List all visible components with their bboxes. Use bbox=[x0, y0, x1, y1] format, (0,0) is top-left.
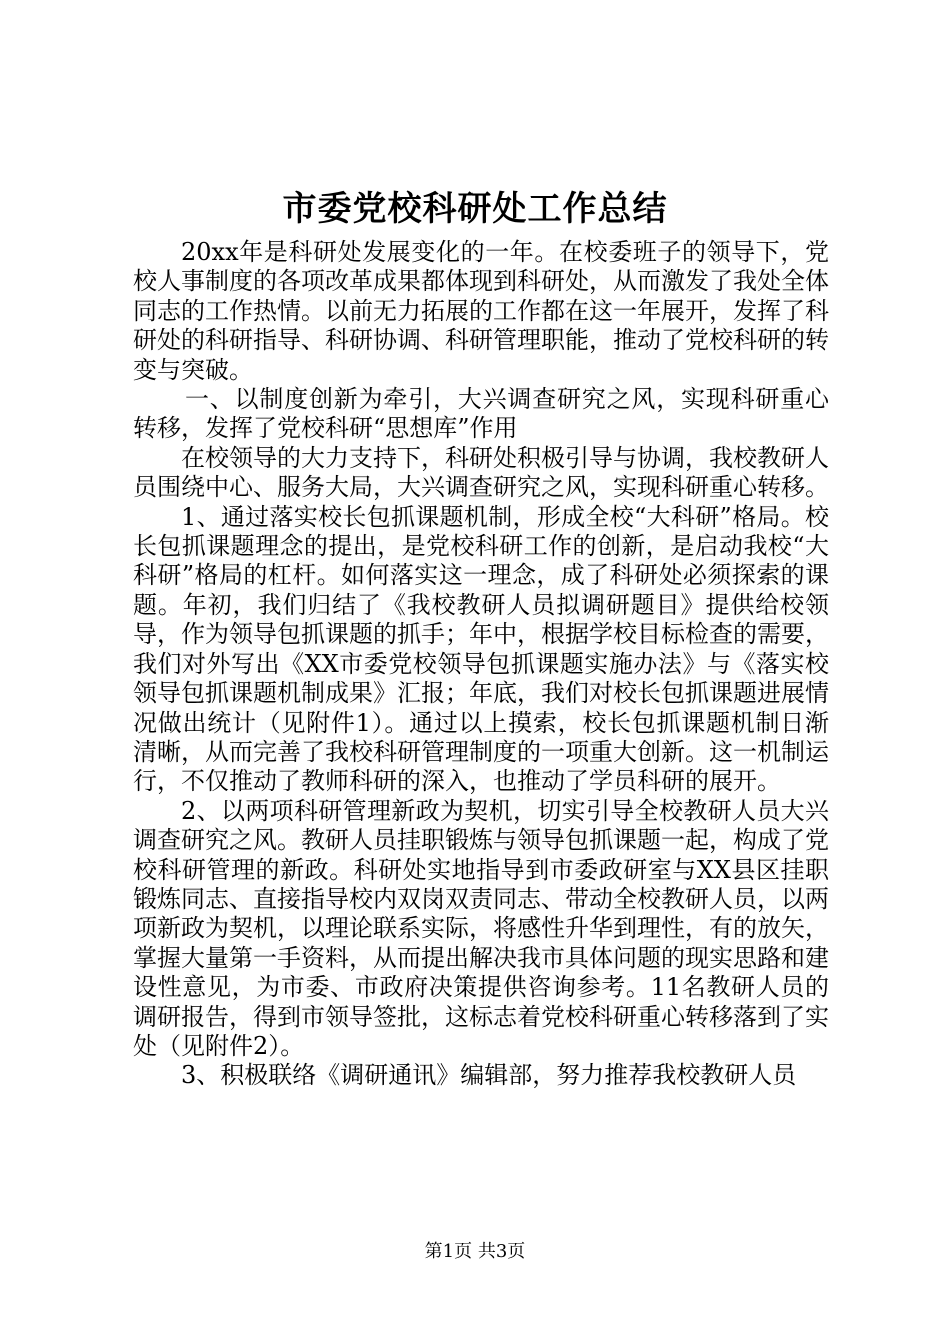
page-title: 市委党校科研处工作总结 bbox=[282, 189, 668, 229]
paragraph-item-1: 1、通过落实校长包抓课题机制，形成全校“大科研”格局。校长包抓课题理念的提出，是党校科研工作的创新，是启动我校“大科研”格局的杠杆。如何落实这一理念，成了科研处必须探索的课题。年初，我们归结了《我校教研人员拟调研题目》提供给校领导，作为领导包抓课题的抓手；年中，根据学校目标检查的需要，我们对外写出《XX市委党校领导包抓课题实施办法》与《落实校领导包抓课题机制成果》汇报；年底，我们对校长包抓课题进展情况做出统计（见附件1）。通过以上摸索，校长包抓课题机制日渐清晰，从而完善了我校科研管理制度的一项重大创新。这一机制运行，不仅推动了教师科研的深入，也推动了学员科研的展开。 bbox=[133, 502, 829, 796]
page-footer: 第1页 共3页 bbox=[424, 1241, 526, 1262]
paragraph-item-2: 2、以两项科研管理新政为契机，切实引导全校教研人员大兴调查研究之风。教研人员挂职锻炼与领导包抓课题一起，构成了党校科研管理的新政。科研处实地指导到市委政研室与XX县区挂职锻炼同志、直接指导校内双岗双责同志、带动全校教研人员，以两项新政为契机，以理论联系实际，将感性升华到理性，有的放矢，掌握大量第一手资料，从而提出解决我市具体问题的现实思路和建设性意见，为市委、市政府决策提供咨询参考。11名教研人员的调研报告，得到市领导签批，这标志着党校科研重心转移落到了实处（见附件2）。 bbox=[133, 796, 829, 1060]
section-heading-1: 一、以制度创新为牵引，大兴调查研究之风，实现科研重心转移，发挥了党校科研“思想库”作用 bbox=[133, 385, 829, 443]
paragraph-intro: 20xx年是科研处发展变化的一年。在校委班子的领导下，党校人事制度的各项改革成果都体现到科研处，从而激发了我处全体同志的工作热情。以前无力拓展的工作都在这一年展开，发挥了科研处的科研指导、科研协调、科研管理职能，推动了党校科研的转变与突破。 bbox=[133, 238, 829, 384]
paragraph-section-intro: 在校领导的大力支持下，科研处积极引导与协调，我校教研人员围绕中心、服务大局，大兴调查研究之风，实现科研重心转移。 bbox=[133, 443, 829, 502]
paragraph-item-3: 3、积极联络《调研通讯》编辑部，努力推荐我校教研人员 bbox=[181, 1061, 797, 1090]
document-body bbox=[133, 238, 829, 1091]
